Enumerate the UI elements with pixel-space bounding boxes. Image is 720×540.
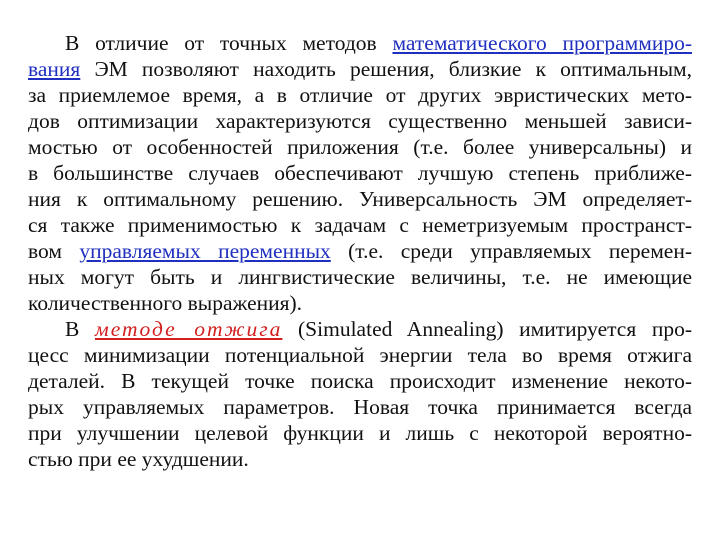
p1-line-8: ся также применимостью к задачам с неметризуемым пространст-: [28, 213, 692, 237]
p1-line-2: [28, 56, 692, 82]
p1-line-9-pre: вом: [28, 239, 80, 263]
p2-line-1-post: (Simulated Annealing) имитируется про-: [282, 317, 692, 341]
p2-line-1-pre: В: [65, 317, 95, 341]
p1-line-4: дов оптимизации характеризуются существенно меньшей зависи-: [28, 109, 692, 133]
term-annealing-method[interactable]: методе отжига: [94, 317, 283, 341]
p1-line-5: мостью от особенностей приложения (т.е. более универсальны) и: [28, 135, 692, 159]
p2-line-6: стью при ее ухудшении.: [28, 447, 249, 471]
link-math-programming-cont[interactable]: вания: [28, 57, 81, 81]
link-math-programming[interactable]: математического программиро-: [392, 31, 692, 55]
p1-line-11: количественного выражения).: [28, 291, 303, 315]
p1-line-1: [28, 30, 692, 56]
p2-line-1: [28, 316, 692, 342]
p2-line-2: цесс минимизации потенциальной энергии тела во время отжига: [28, 343, 692, 367]
p1-line-7: ния к оптимальному решению. Универсальность ЭМ определяет-: [28, 187, 692, 211]
p1-line-10: ных могут быть и лингвистические величины, т.е. не имеющие: [28, 265, 692, 289]
p1-line-6: в большинстве случаев обеспечивают лучшую степень приближе-: [28, 161, 692, 185]
p1-line-3: за приемлемое время, а в отличие от других эвристических мето-: [28, 83, 692, 107]
p1-line-9-post: (т.е. среди управляемых перемен-: [330, 239, 693, 263]
body-text: [28, 30, 692, 472]
p1-line-9: [28, 238, 692, 264]
p2-line-3: деталей. В текущей точке поиска происходит изменение некото-: [28, 369, 692, 393]
p1-line-1-text: В отличие от точных методов: [65, 31, 393, 55]
p2-line-5: при улучшении целевой функции и лишь с некоторой вероятно-: [28, 421, 692, 445]
p1-line-2-text: ЭМ позволяют находить решения, близкие к оптимальным,: [80, 57, 692, 81]
p2-line-4: рых управляемых параметров. Новая точка принимается всегда: [28, 395, 692, 419]
link-controlled-variables[interactable]: управляемых переменных: [79, 239, 331, 263]
